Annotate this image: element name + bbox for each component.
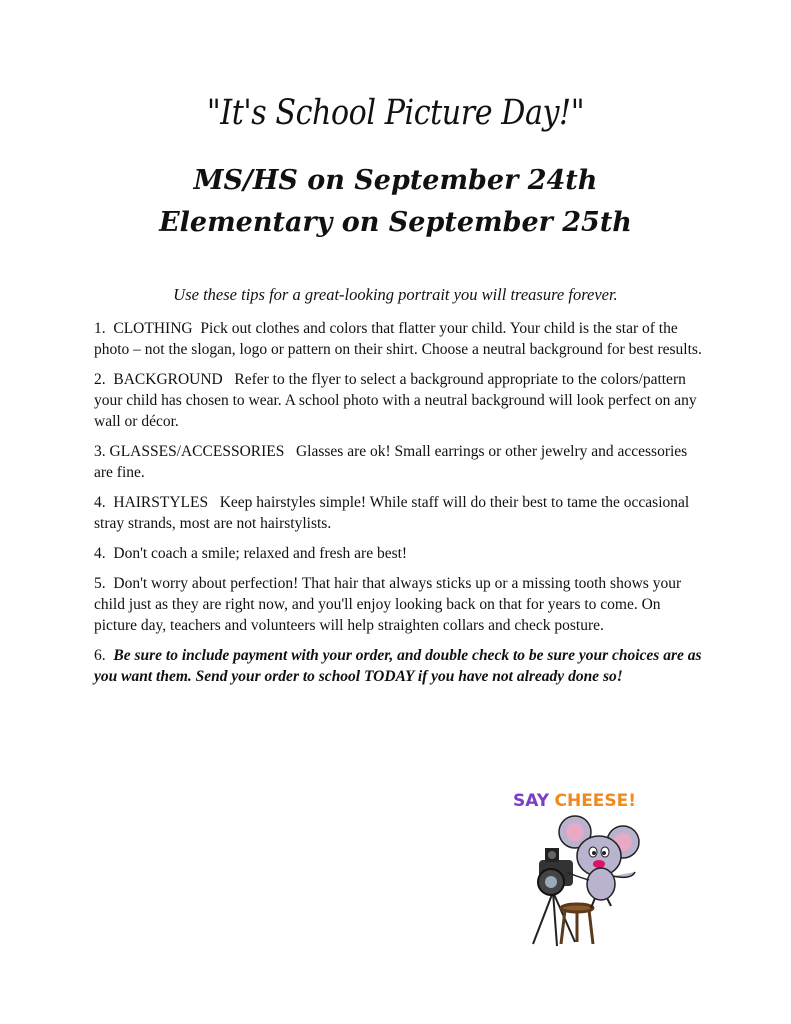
camera-icon (538, 848, 573, 895)
tip-number: 3. (94, 443, 106, 460)
tip-number: 5. (94, 575, 106, 592)
tips-list (94, 318, 706, 696)
tip-text: Don't coach a smile; relaxed and fresh are best! (113, 545, 408, 562)
intro-text: Use these tips for a great-looking portrait you will treasure forever. (173, 285, 618, 304)
say-cheese-clipart (505, 784, 665, 950)
tip-text: Glasses are ok! Small earrings or other jewelry and accessories are fine. (94, 443, 688, 481)
tip-text: Pick out clothes and colors that flatter your child. Your child is the star of the photo – not the slogan, logo or pattern on their shirt. Choose a neutral background for best results. (94, 320, 702, 358)
caption-cheese: CHEESE! (554, 791, 637, 811)
tip-hairstyles (94, 492, 706, 534)
tip-background (94, 369, 706, 432)
tip-heading: HAIRSTYLES (113, 494, 209, 511)
tip-text: Refer to the flyer to select a background appropriate to the colors/pattern your child has chosen to wear. A school photo with a neutral background will look perfect on any wall or décor. (94, 371, 697, 430)
tip-perfection (94, 573, 706, 636)
say-cheese-caption (513, 791, 636, 811)
stool-icon (561, 904, 593, 944)
caption-say: SAY (513, 791, 549, 811)
tripod-icon (533, 892, 575, 946)
tip-smile (94, 543, 706, 564)
tip-glasses (94, 441, 706, 483)
tip-heading: CLOTHING (113, 320, 193, 337)
tip-heading: BACKGROUND (113, 371, 223, 388)
tip-number: 6. (94, 647, 106, 664)
tip-number: 1. (94, 320, 106, 337)
tip-number: 4. (94, 545, 106, 562)
tip-heading: GLASSES/ACCESSORIES (109, 443, 285, 460)
tip-number: 2. (94, 371, 106, 388)
flyer-title: "It's School Picture Day!" (206, 93, 585, 133)
tip-payment (94, 645, 706, 687)
tip-clothing (94, 318, 706, 360)
tip-text: Be sure to include payment with your order, and double check to be sure your choices are as you want them. Send your order to school TODAY if you have not already done so! (94, 647, 702, 685)
ms-hs-date: MS/HS on September 24th (193, 165, 598, 196)
tip-text: Don't worry about perfection! That hair that always sticks up or a missing tooth shows your child just as they are right now, and you'll enjoy looking back on that for years to come. On picture day, teachers and volunteers will help straighten collars and check posture. (94, 575, 682, 634)
tip-text: Keep hairstyles simple! While staff will do their best to tame the occasional stray strands, most are not hairstylists. (94, 494, 690, 532)
elementary-date: Elementary on September 25th (159, 207, 632, 238)
tip-number: 4. (94, 494, 106, 511)
